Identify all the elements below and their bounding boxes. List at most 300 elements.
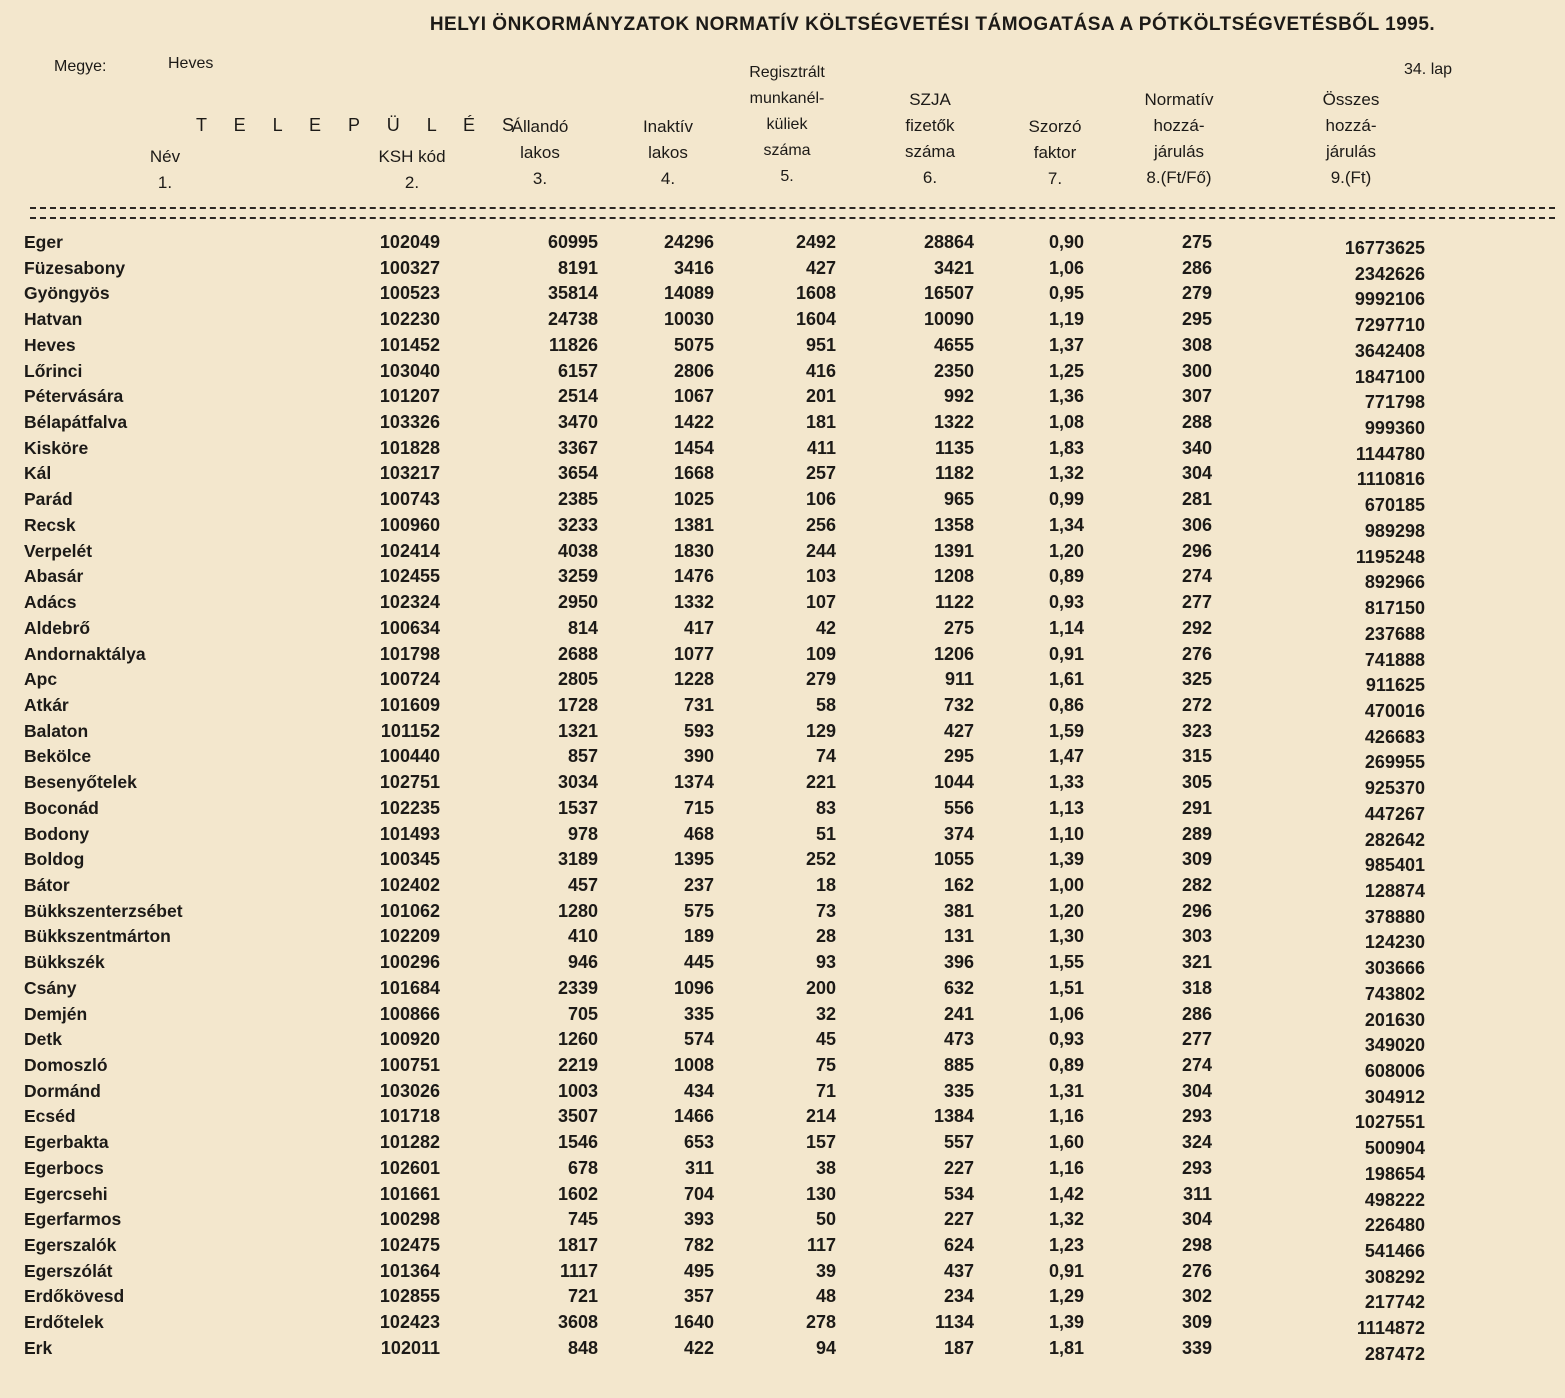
cell-ksh-code: 102324 bbox=[379, 592, 440, 613]
header-szorzo: Szorzó faktor 7. bbox=[1028, 117, 1082, 188]
cell-szorzo-faktor: 0,89 bbox=[1048, 1055, 1084, 1075]
cell-regisztralt-munkanelkuliek: 94 bbox=[815, 1337, 836, 1358]
cell-name: Domoszló bbox=[24, 1055, 108, 1075]
cell-regisztralt-munkanelkuliek: 109 bbox=[805, 643, 836, 664]
table-row bbox=[0, 1053, 1565, 1079]
cell-allando-lakos: 60995 bbox=[547, 232, 598, 252]
table-row bbox=[0, 1207, 1565, 1236]
cell-ksh-code: 102601 bbox=[379, 1157, 440, 1178]
cell-osszes-hozzajarulas: 1110816 bbox=[1356, 469, 1425, 490]
cell-allando-lakos: 978 bbox=[567, 823, 598, 844]
cell-regisztralt-munkanelkuliek: 278 bbox=[805, 1312, 836, 1333]
table-row bbox=[0, 1310, 1565, 1339]
cell-ksh-code: 101798 bbox=[379, 643, 440, 664]
cell-osszes-hozzajarulas: 670185 bbox=[1364, 495, 1425, 516]
header-telepules: T E L E P Ü L É S bbox=[196, 115, 526, 135]
cell-name: Recsk bbox=[24, 514, 76, 535]
table-row bbox=[0, 1104, 1565, 1133]
cell-osszes-hozzajarulas: 985401 bbox=[1364, 855, 1425, 876]
cell-ksh-code: 102423 bbox=[379, 1312, 440, 1333]
cell-normativ-hozzajarulas: 286 bbox=[1181, 257, 1212, 278]
header-nev: Név 1. bbox=[149, 147, 181, 192]
cell-name: Balaton bbox=[24, 720, 89, 741]
cell-inaktiv-lakos: 1332 bbox=[673, 592, 714, 613]
cell-normativ-hozzajarulas: 324 bbox=[1181, 1132, 1212, 1153]
cell-name: Egerfarmos bbox=[24, 1209, 122, 1230]
cell-ksh-code: 102402 bbox=[379, 874, 440, 895]
cell-regisztralt-munkanelkuliek: 18 bbox=[815, 874, 836, 895]
cell-allando-lakos: 946 bbox=[567, 952, 598, 973]
cell-szja-fizetok: 1055 bbox=[933, 849, 974, 870]
cell-szja-fizetok: 227 bbox=[943, 1209, 974, 1230]
cell-name: Hatvan bbox=[24, 309, 83, 330]
cell-normativ-hozzajarulas: 296 bbox=[1181, 900, 1212, 921]
cell-normativ-hozzajarulas: 307 bbox=[1181, 386, 1212, 407]
cell-osszes-hozzajarulas: 989298 bbox=[1364, 520, 1425, 541]
cell-name: Apc bbox=[24, 669, 58, 690]
table-row bbox=[0, 333, 1565, 359]
cell-allando-lakos: 457 bbox=[567, 874, 598, 895]
cell-szja-fizetok: 374 bbox=[943, 823, 974, 844]
cell-szorzo-faktor: 1,42 bbox=[1048, 1183, 1084, 1204]
cell-ksh-code: 101828 bbox=[379, 437, 440, 458]
cell-szorzo-faktor: 1,60 bbox=[1048, 1132, 1084, 1153]
cell-osszes-hozzajarulas: 237688 bbox=[1364, 623, 1425, 644]
cell-regisztralt-munkanelkuliek: 38 bbox=[815, 1157, 836, 1178]
cell-allando-lakos: 3654 bbox=[557, 463, 598, 484]
cell-normativ-hozzajarulas: 289 bbox=[1181, 823, 1212, 844]
cell-allando-lakos: 1546 bbox=[557, 1132, 598, 1153]
cell-normativ-hozzajarulas: 308 bbox=[1181, 334, 1212, 355]
cell-szorzo-faktor: 1,39 bbox=[1048, 849, 1084, 870]
cell-inaktiv-lakos: 1381 bbox=[673, 514, 714, 535]
table-row bbox=[0, 1233, 1565, 1262]
cell-inaktiv-lakos: 782 bbox=[683, 1235, 714, 1256]
cell-ksh-code: 100327 bbox=[379, 257, 440, 278]
cell-name: Bükkszenterzsébet bbox=[24, 900, 183, 921]
cell-regisztralt-munkanelkuliek: 2492 bbox=[795, 232, 836, 252]
cell-osszes-hozzajarulas: 743802 bbox=[1364, 983, 1425, 1004]
cell-ksh-code: 100296 bbox=[379, 952, 440, 973]
cell-ksh-code: 102475 bbox=[379, 1235, 440, 1256]
cell-regisztralt-munkanelkuliek: 73 bbox=[815, 900, 836, 921]
cell-osszes-hozzajarulas: 378880 bbox=[1364, 906, 1425, 927]
cell-szorzo-faktor: 1,61 bbox=[1048, 669, 1084, 690]
cell-name: Aldebrő bbox=[24, 617, 91, 638]
cell-szorzo-faktor: 0,93 bbox=[1048, 1029, 1084, 1050]
cell-szorzo-faktor: 0,89 bbox=[1048, 566, 1084, 587]
cell-allando-lakos: 3233 bbox=[557, 514, 598, 535]
cell-regisztralt-munkanelkuliek: 42 bbox=[815, 617, 836, 638]
cell-szorzo-faktor: 1,10 bbox=[1048, 823, 1084, 844]
cell-szja-fizetok: 1384 bbox=[933, 1106, 974, 1127]
table-row bbox=[0, 281, 1565, 310]
cell-osszes-hozzajarulas: 303666 bbox=[1364, 958, 1425, 979]
cell-szja-fizetok: 1044 bbox=[933, 772, 974, 793]
cell-ksh-code: 100724 bbox=[379, 669, 440, 690]
cell-inaktiv-lakos: 1025 bbox=[673, 489, 714, 510]
cell-allando-lakos: 2950 bbox=[557, 592, 598, 613]
cell-szja-fizetok: 1122 bbox=[934, 592, 974, 613]
cell-inaktiv-lakos: 357 bbox=[683, 1286, 714, 1307]
cell-ksh-code: 100634 bbox=[379, 617, 440, 638]
cell-szorzo-faktor: 1,47 bbox=[1048, 746, 1084, 767]
cell-regisztralt-munkanelkuliek: 45 bbox=[815, 1029, 836, 1050]
cell-szja-fizetok: 534 bbox=[943, 1183, 974, 1204]
cell-szorzo-faktor: 1,06 bbox=[1048, 1003, 1084, 1024]
cell-inaktiv-lakos: 575 bbox=[683, 900, 714, 921]
cell-inaktiv-lakos: 417 bbox=[683, 617, 714, 638]
table-row bbox=[0, 770, 1565, 799]
cell-szja-fizetok: 162 bbox=[943, 874, 974, 895]
cell-normativ-hozzajarulas: 315 bbox=[1181, 746, 1212, 767]
cell-name: Ecséd bbox=[24, 1106, 76, 1127]
cell-osszes-hozzajarulas: 1847100 bbox=[1354, 366, 1425, 387]
cell-inaktiv-lakos: 1067 bbox=[673, 386, 714, 407]
cell-allando-lakos: 3608 bbox=[557, 1312, 598, 1333]
cell-name: Bükkszentmárton bbox=[24, 926, 171, 947]
cell-osszes-hozzajarulas: 269955 bbox=[1364, 752, 1425, 773]
cell-szja-fizetok: 992 bbox=[943, 386, 974, 407]
cell-szorzo-faktor: 0,95 bbox=[1048, 283, 1084, 304]
cell-szorzo-faktor: 1,55 bbox=[1048, 952, 1084, 973]
cell-name: Erdőtelek bbox=[24, 1312, 104, 1333]
cell-regisztralt-munkanelkuliek: 181 bbox=[805, 412, 836, 433]
cell-regisztralt-munkanelkuliek: 214 bbox=[805, 1106, 836, 1127]
cell-inaktiv-lakos: 393 bbox=[683, 1209, 714, 1230]
cell-allando-lakos: 2688 bbox=[557, 643, 598, 664]
cell-inaktiv-lakos: 14089 bbox=[663, 283, 714, 304]
cell-name: Verpelét bbox=[24, 540, 93, 561]
cell-szorzo-faktor: 1,30 bbox=[1048, 926, 1084, 947]
cell-osszes-hozzajarulas: 817150 bbox=[1364, 598, 1425, 619]
cell-regisztralt-munkanelkuliek: 48 bbox=[815, 1286, 836, 1307]
cell-szja-fizetok: 1322 bbox=[933, 412, 974, 433]
cell-ksh-code: 103040 bbox=[379, 360, 440, 381]
cell-normativ-hozzajarulas: 293 bbox=[1181, 1106, 1212, 1127]
cell-szorzo-faktor: 1,19 bbox=[1048, 309, 1084, 330]
cell-osszes-hozzajarulas: 2342626 bbox=[1354, 263, 1425, 284]
table-row bbox=[0, 1156, 1565, 1182]
cell-normativ-hozzajarulas: 293 bbox=[1181, 1157, 1212, 1178]
cell-allando-lakos: 1280 bbox=[557, 900, 598, 921]
cell-name: Egerszólát bbox=[24, 1260, 113, 1281]
cell-szja-fizetok: 732 bbox=[943, 694, 974, 715]
table-row bbox=[0, 847, 1565, 876]
table-row bbox=[0, 1079, 1565, 1105]
cell-allando-lakos: 1537 bbox=[557, 797, 598, 818]
cell-inaktiv-lakos: 390 bbox=[683, 746, 714, 767]
cell-szja-fizetok: 131 bbox=[943, 926, 974, 947]
cell-allando-lakos: 3034 bbox=[557, 772, 598, 793]
cell-inaktiv-lakos: 311 bbox=[684, 1157, 714, 1178]
table-row bbox=[0, 642, 1565, 668]
cell-normativ-hozzajarulas: 304 bbox=[1181, 1080, 1212, 1101]
cell-name: Bátor bbox=[24, 874, 70, 895]
cell-allando-lakos: 814 bbox=[567, 617, 598, 638]
cell-inaktiv-lakos: 715 bbox=[683, 797, 714, 818]
table-row bbox=[0, 461, 1565, 490]
cell-regisztralt-munkanelkuliek: 252 bbox=[805, 849, 836, 870]
cell-osszes-hozzajarulas: 911625 bbox=[1365, 675, 1425, 696]
cell-osszes-hozzajarulas: 608006 bbox=[1364, 1061, 1425, 1081]
cell-szorzo-faktor: 1,20 bbox=[1048, 540, 1084, 561]
cell-inaktiv-lakos: 1476 bbox=[673, 566, 714, 587]
cell-inaktiv-lakos: 495 bbox=[683, 1260, 714, 1281]
cell-ksh-code: 100866 bbox=[379, 1003, 440, 1024]
cell-osszes-hozzajarulas: 1144780 bbox=[1355, 443, 1425, 464]
cell-regisztralt-munkanelkuliek: 411 bbox=[806, 437, 836, 458]
cell-allando-lakos: 3470 bbox=[557, 412, 598, 433]
cell-normativ-hozzajarulas: 311 bbox=[1182, 1183, 1212, 1204]
cell-name: Demjén bbox=[24, 1003, 88, 1024]
cell-name: Bélapátfalva bbox=[24, 412, 128, 433]
cell-inaktiv-lakos: 422 bbox=[683, 1337, 714, 1358]
cell-ksh-code: 102209 bbox=[379, 926, 440, 947]
cell-allando-lakos: 678 bbox=[567, 1157, 598, 1178]
cell-allando-lakos: 24738 bbox=[547, 309, 598, 330]
cell-osszes-hozzajarulas: 128874 bbox=[1364, 880, 1425, 901]
table-row bbox=[0, 1002, 1565, 1028]
table-row bbox=[0, 1284, 1565, 1313]
cell-normativ-hozzajarulas: 318 bbox=[1181, 977, 1212, 998]
cell-szja-fizetok: 335 bbox=[943, 1080, 974, 1101]
cell-regisztralt-munkanelkuliek: 129 bbox=[805, 720, 836, 741]
cell-szja-fizetok: 10090 bbox=[923, 309, 974, 330]
cell-szorzo-faktor: 1,36 bbox=[1048, 386, 1084, 407]
table-row bbox=[0, 744, 1565, 773]
cell-normativ-hozzajarulas: 339 bbox=[1181, 1337, 1212, 1358]
cell-ksh-code: 101609 bbox=[379, 694, 440, 715]
table-row bbox=[0, 616, 1565, 642]
table-row bbox=[0, 1182, 1565, 1208]
cell-name: Egercsehi bbox=[24, 1183, 108, 1204]
cell-ksh-code: 100920 bbox=[379, 1029, 440, 1050]
cell-name: Bekölce bbox=[24, 746, 92, 767]
cell-name: Atkár bbox=[24, 694, 69, 715]
cell-regisztralt-munkanelkuliek: 244 bbox=[805, 540, 836, 561]
cell-ksh-code: 102751 bbox=[379, 772, 440, 793]
table-row bbox=[0, 924, 1565, 953]
cell-inaktiv-lakos: 653 bbox=[683, 1132, 714, 1153]
cell-regisztralt-munkanelkuliek: 427 bbox=[805, 257, 836, 278]
cell-normativ-hozzajarulas: 309 bbox=[1181, 1312, 1212, 1333]
cell-szja-fizetok: 28864 bbox=[923, 232, 974, 252]
cell-szorzo-faktor: 1,31 bbox=[1048, 1080, 1084, 1101]
cell-szja-fizetok: 1135 bbox=[934, 437, 974, 458]
cell-normativ-hozzajarulas: 309 bbox=[1181, 849, 1212, 870]
cell-name: Adács bbox=[24, 592, 77, 613]
cell-osszes-hozzajarulas: 282642 bbox=[1364, 829, 1425, 850]
cell-ksh-code: 101364 bbox=[379, 1260, 440, 1281]
cell-inaktiv-lakos: 1096 bbox=[673, 977, 714, 998]
table-body bbox=[0, 230, 1565, 1362]
cell-normativ-hozzajarulas: 340 bbox=[1181, 437, 1212, 458]
cell-name: Boldog bbox=[24, 849, 85, 870]
cell-szja-fizetok: 427 bbox=[943, 720, 974, 741]
cell-szja-fizetok: 187 bbox=[943, 1337, 974, 1358]
cell-szorzo-faktor: 1,32 bbox=[1048, 1209, 1084, 1230]
cell-szja-fizetok: 1391 bbox=[933, 540, 974, 561]
table-row bbox=[0, 1336, 1565, 1362]
cell-regisztralt-munkanelkuliek: 71 bbox=[815, 1080, 836, 1101]
cell-allando-lakos: 1728 bbox=[557, 694, 598, 715]
cell-szja-fizetok: 275 bbox=[943, 617, 974, 638]
table-row bbox=[0, 436, 1565, 462]
cell-name: Gyöngyös bbox=[24, 283, 110, 304]
cell-inaktiv-lakos: 237 bbox=[683, 874, 714, 895]
cell-szja-fizetok: 556 bbox=[943, 797, 974, 818]
cell-szorzo-faktor: 1,59 bbox=[1048, 720, 1084, 741]
cell-allando-lakos: 2514 bbox=[557, 386, 598, 407]
county-label: Megye: bbox=[54, 58, 107, 75]
cell-regisztralt-munkanelkuliek: 279 bbox=[805, 669, 836, 690]
cell-ksh-code: 101282 bbox=[379, 1132, 440, 1153]
cell-osszes-hozzajarulas: 999360 bbox=[1364, 418, 1425, 439]
cell-osszes-hozzajarulas: 201630 bbox=[1364, 1009, 1425, 1030]
cell-ksh-code: 101718 bbox=[379, 1106, 440, 1127]
cell-inaktiv-lakos: 1077 bbox=[673, 643, 714, 664]
cell-szorzo-faktor: 0,86 bbox=[1048, 694, 1084, 715]
cell-allando-lakos: 410 bbox=[567, 926, 598, 947]
cell-inaktiv-lakos: 574 bbox=[683, 1029, 714, 1050]
cell-ksh-code: 100523 bbox=[379, 283, 440, 304]
cell-osszes-hozzajarulas: 226480 bbox=[1364, 1215, 1425, 1236]
cell-szorzo-faktor: 0,91 bbox=[1048, 1260, 1084, 1281]
cell-regisztralt-munkanelkuliek: 103 bbox=[805, 566, 836, 587]
table-row bbox=[0, 1027, 1565, 1056]
cell-name: Boconád bbox=[24, 797, 99, 818]
table-row bbox=[0, 384, 1565, 413]
cell-szorzo-faktor: 0,91 bbox=[1048, 643, 1084, 664]
cell-inaktiv-lakos: 1008 bbox=[673, 1055, 714, 1075]
table-row bbox=[0, 256, 1565, 282]
cell-normativ-hozzajarulas: 274 bbox=[1181, 566, 1212, 587]
cell-ksh-code: 101152 bbox=[380, 720, 440, 741]
cell-szorzo-faktor: 1,37 bbox=[1048, 334, 1084, 355]
cell-ksh-code: 101452 bbox=[379, 334, 440, 355]
cell-ksh-code: 102011 bbox=[380, 1337, 440, 1358]
cell-name: Kál bbox=[24, 463, 52, 484]
cell-szorzo-faktor: 1,81 bbox=[1048, 1337, 1084, 1358]
cell-regisztralt-munkanelkuliek: 201 bbox=[805, 386, 836, 407]
cell-allando-lakos: 705 bbox=[567, 1003, 598, 1024]
cell-allando-lakos: 1321 bbox=[557, 720, 598, 741]
cell-allando-lakos: 8191 bbox=[557, 257, 598, 278]
cell-normativ-hozzajarulas: 323 bbox=[1181, 720, 1212, 741]
cell-regisztralt-munkanelkuliek: 1608 bbox=[795, 283, 836, 304]
cell-name: Detk bbox=[24, 1029, 62, 1050]
cell-regisztralt-munkanelkuliek: 32 bbox=[815, 1003, 836, 1024]
cell-osszes-hozzajarulas: 1195248 bbox=[1355, 546, 1425, 567]
cell-ksh-code: 100298 bbox=[379, 1209, 440, 1230]
cell-szorzo-faktor: 1,32 bbox=[1048, 463, 1084, 484]
cell-inaktiv-lakos: 1228 bbox=[673, 669, 714, 690]
cell-normativ-hozzajarulas: 300 bbox=[1181, 360, 1212, 381]
cell-szorzo-faktor: 1,16 bbox=[1048, 1106, 1084, 1127]
table-row bbox=[0, 693, 1565, 719]
cell-inaktiv-lakos: 1668 bbox=[673, 463, 714, 484]
cell-szorzo-faktor: 1,06 bbox=[1048, 257, 1084, 278]
cell-ksh-code: 102455 bbox=[379, 566, 440, 587]
cell-osszes-hozzajarulas: 304912 bbox=[1364, 1086, 1425, 1107]
cell-regisztralt-munkanelkuliek: 39 bbox=[815, 1260, 836, 1281]
cell-osszes-hozzajarulas: 925370 bbox=[1364, 778, 1425, 799]
header-divider bbox=[30, 207, 1555, 219]
cell-allando-lakos: 1003 bbox=[557, 1080, 598, 1101]
cell-name: Eger bbox=[24, 232, 63, 252]
cell-osszes-hozzajarulas: 3642408 bbox=[1354, 340, 1425, 361]
table-row bbox=[0, 410, 1565, 439]
cell-regisztralt-munkanelkuliek: 74 bbox=[815, 746, 836, 767]
table-row bbox=[0, 1259, 1565, 1285]
table-row bbox=[0, 539, 1565, 565]
cell-osszes-hozzajarulas: 892966 bbox=[1364, 572, 1425, 593]
cell-normativ-hozzajarulas: 288 bbox=[1181, 412, 1212, 433]
cell-regisztralt-munkanelkuliek: 106 bbox=[805, 489, 836, 510]
cell-ksh-code: 102414 bbox=[379, 540, 440, 561]
cell-normativ-hozzajarulas: 276 bbox=[1181, 1260, 1212, 1281]
cell-osszes-hozzajarulas: 541466 bbox=[1364, 1241, 1425, 1262]
cell-inaktiv-lakos: 593 bbox=[683, 720, 714, 741]
cell-szorzo-faktor: 1,51 bbox=[1048, 977, 1084, 998]
cell-szorzo-faktor: 0,90 bbox=[1048, 232, 1084, 252]
cell-szja-fizetok: 1358 bbox=[933, 514, 974, 535]
cell-szorzo-faktor: 0,99 bbox=[1048, 489, 1084, 510]
cell-szja-fizetok: 911 bbox=[944, 669, 974, 690]
cell-allando-lakos: 4038 bbox=[557, 540, 598, 561]
cell-inaktiv-lakos: 731 bbox=[683, 694, 714, 715]
cell-osszes-hozzajarulas: 349020 bbox=[1364, 1035, 1425, 1056]
cell-regisztralt-munkanelkuliek: 130 bbox=[805, 1183, 836, 1204]
cell-normativ-hozzajarulas: 304 bbox=[1181, 1209, 1212, 1230]
cell-szja-fizetok: 227 bbox=[943, 1157, 974, 1178]
cell-osszes-hozzajarulas: 470016 bbox=[1364, 700, 1425, 721]
cell-regisztralt-munkanelkuliek: 256 bbox=[805, 514, 836, 535]
cell-szja-fizetok: 4655 bbox=[933, 334, 974, 355]
cell-name: Heves bbox=[24, 334, 76, 355]
cell-szorzo-faktor: 1,83 bbox=[1048, 437, 1084, 458]
cell-normativ-hozzajarulas: 279 bbox=[1181, 283, 1212, 304]
cell-inaktiv-lakos: 1395 bbox=[673, 849, 714, 870]
cell-regisztralt-munkanelkuliek: 117 bbox=[806, 1235, 836, 1256]
cell-normativ-hozzajarulas: 305 bbox=[1181, 772, 1212, 793]
header-osszes: Összes hozzá- járulás 9.(Ft) bbox=[1322, 90, 1380, 187]
cell-ksh-code: 100440 bbox=[379, 746, 440, 767]
cell-name: Bodony bbox=[24, 823, 90, 844]
cell-normativ-hozzajarulas: 274 bbox=[1181, 1055, 1212, 1075]
cell-normativ-hozzajarulas: 281 bbox=[1181, 489, 1212, 510]
cell-regisztralt-munkanelkuliek: 51 bbox=[815, 823, 836, 844]
table-row bbox=[0, 590, 1565, 619]
cell-szorzo-faktor: 1,00 bbox=[1048, 874, 1084, 895]
cell-allando-lakos: 1602 bbox=[557, 1183, 598, 1204]
table-row bbox=[0, 359, 1565, 385]
cell-normativ-hozzajarulas: 282 bbox=[1181, 874, 1212, 895]
cell-szorzo-faktor: 1,34 bbox=[1048, 514, 1084, 535]
cell-allando-lakos: 3259 bbox=[557, 566, 598, 587]
cell-name: Bükkszék bbox=[24, 952, 105, 973]
cell-ksh-code: 102230 bbox=[379, 309, 440, 330]
cell-osszes-hozzajarulas: 771798 bbox=[1364, 392, 1425, 413]
cell-regisztralt-munkanelkuliek: 83 bbox=[815, 797, 836, 818]
header-ksh: KSH kód 2. bbox=[378, 147, 446, 192]
cell-ksh-code: 103326 bbox=[379, 412, 440, 433]
cell-allando-lakos: 848 bbox=[567, 1337, 598, 1358]
cell-allando-lakos: 3507 bbox=[557, 1106, 598, 1127]
cell-inaktiv-lakos: 1640 bbox=[673, 1312, 714, 1333]
header-szja: SZJA fizetők száma 6. bbox=[904, 90, 956, 187]
